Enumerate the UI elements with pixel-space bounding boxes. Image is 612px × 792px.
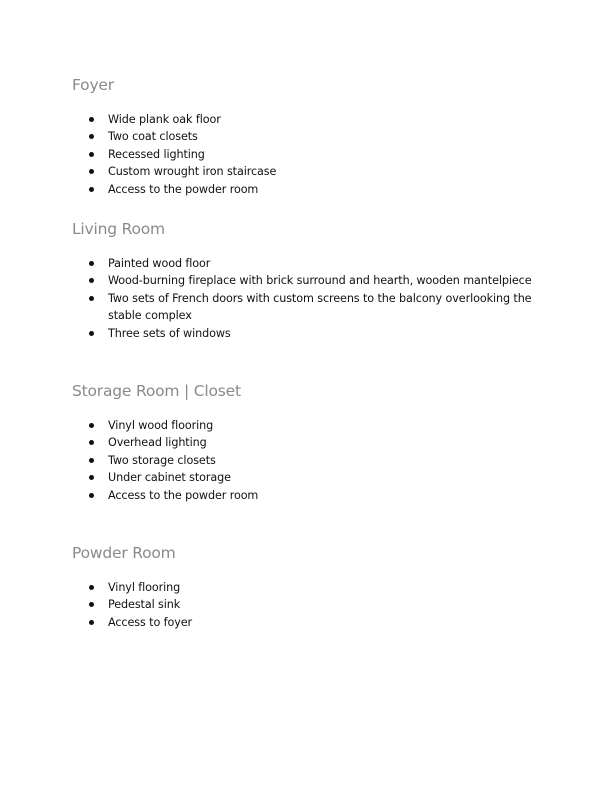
bullet-icon	[89, 493, 94, 498]
bullet-icon	[89, 278, 94, 283]
list-item: Two sets of French doors with custom screens to the balcony overlooking the stable complex	[72, 290, 542, 325]
list-item: Vinyl flooring	[72, 579, 542, 596]
bullet-icon	[89, 585, 94, 590]
list-item: Two coat closets	[72, 128, 542, 145]
bullet-icon	[89, 602, 94, 607]
list-item: Under cabinet storage	[72, 469, 542, 486]
section-storage-room	[72, 381, 542, 504]
bullet-icon	[89, 261, 94, 266]
bullet-icon	[89, 152, 94, 157]
list-item: Vinyl wood flooring	[72, 417, 542, 434]
section-heading-powder-room: Powder Room	[72, 544, 176, 562]
list-item: Pedestal sink	[72, 596, 542, 613]
bullet-list-storage-room	[72, 417, 542, 504]
bullet-list-foyer	[72, 111, 542, 198]
list-item: Access to the powder room	[72, 487, 542, 504]
list-item: Wood-burning fireplace with brick surround and hearth, wooden mantelpiece	[72, 272, 542, 289]
section-heading-living-room: Living Room	[72, 220, 165, 238]
bullet-list-powder-room	[72, 579, 542, 631]
bullet-icon	[89, 458, 94, 463]
list-item: Access to foyer	[72, 614, 542, 631]
list-item: Wide plank oak floor	[72, 111, 542, 128]
list-item: Access to the powder room	[72, 181, 542, 198]
bullet-icon	[89, 169, 94, 174]
bullet-icon	[89, 423, 94, 428]
bullet-list-living-room	[72, 255, 542, 342]
list-item: Overhead lighting	[72, 434, 542, 451]
list-item: Three sets of windows	[72, 325, 542, 342]
bullet-icon	[89, 440, 94, 445]
section-foyer	[72, 75, 542, 198]
bullet-icon	[89, 620, 94, 625]
list-item: Two storage closets	[72, 452, 542, 469]
bullet-icon	[89, 331, 94, 336]
bullet-icon	[89, 475, 94, 480]
section-heading-storage-room: Storage Room | Closet	[72, 382, 241, 400]
section-powder-room	[72, 543, 542, 631]
bullet-icon	[89, 134, 94, 139]
bullet-icon	[89, 296, 94, 301]
section-living-room	[72, 219, 542, 342]
list-item: Recessed lighting	[72, 146, 542, 163]
bullet-icon	[89, 187, 94, 192]
bullet-icon	[89, 117, 94, 122]
list-item: Custom wrought iron staircase	[72, 163, 542, 180]
list-item: Painted wood floor	[72, 255, 542, 272]
section-heading-foyer: Foyer	[72, 76, 114, 94]
